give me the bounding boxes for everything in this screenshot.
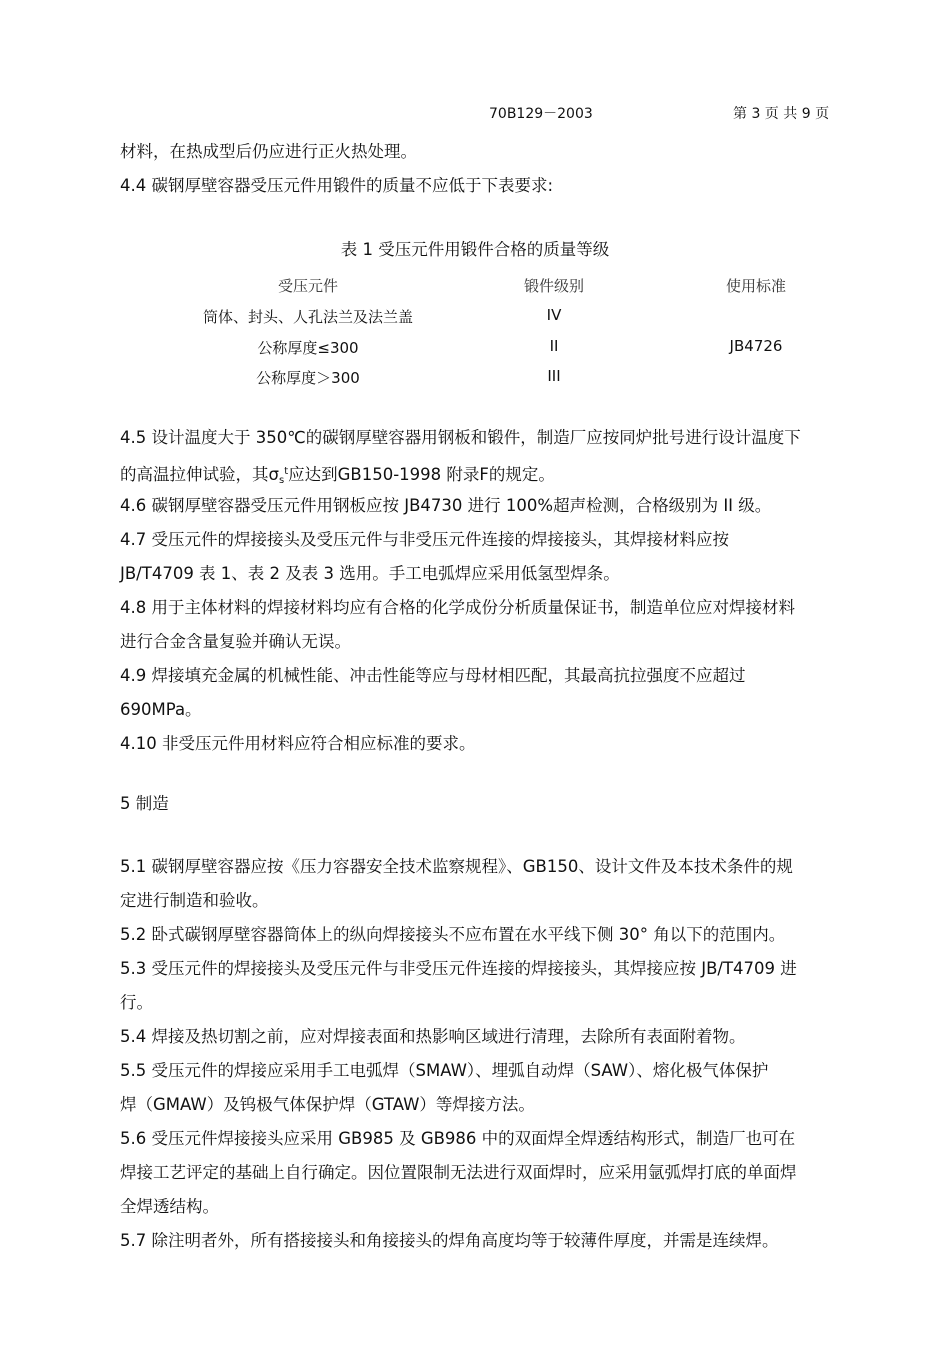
text-run: 的高温拉伸试验，其σ	[120, 465, 279, 484]
clause-5-7: 5.7 除注明者外，所有搭接接头和角接接头的焊角高度均等于较薄件厚度，并需是连续焊。	[120, 1231, 779, 1250]
text-run: 应达到GB150-1998 附录F的规定。	[288, 465, 555, 484]
clause-4-4: 4.4 碳钢厚壁容器受压元件用锻件的质量不应低于下表要求:	[120, 176, 554, 195]
clause-5-4: 5.4 焊接及热切割之前，应对焊接表面和热影响区域进行清理，去除所有表面附着物。	[120, 1027, 746, 1046]
subscript: s	[278, 475, 285, 486]
page-number: 第 3 页 共 9 页	[733, 106, 830, 122]
table-cell: II	[549, 337, 559, 355]
clause-5-6-line2: 焊接工艺评定的基础上自行确定。因位置限制无法进行双面焊时，应采用氩弧焊打底的单面焊	[120, 1163, 797, 1182]
table-cell: IV	[546, 306, 562, 324]
table-header-grade: 锻件级别	[523, 277, 585, 295]
table-header-standard: 使用标准	[725, 277, 787, 295]
clause-4-9-line1: 4.9 焊接填充金属的机械性能、冲击性能等应与母材相匹配，其最高抗拉强度不应超过	[120, 666, 746, 685]
document-code: 70B129－2003	[489, 106, 593, 122]
table-cell: 公称厚度≤300	[257, 339, 359, 357]
clause-5-1-line1: 5.1 碳钢厚壁容器应按《压力容器安全技术监察规程》、GB150、设计文件及本技术条件的规	[120, 857, 793, 876]
clause-4-9-line2: 690MPa。	[120, 700, 202, 719]
clause-4-7-line2: JB/T4709 表 1、表 2 及表 3 选用。手工电弧焊应采用低氢型焊条。	[120, 564, 620, 583]
clause-5-6-line3: 全焊透结构。	[120, 1197, 219, 1216]
table-cell: JB4726	[729, 337, 783, 355]
clause-5-5-line1: 5.5 受压元件的焊接应采用手工电弧焊（SMAW）、埋弧自动焊（SAW）、熔化极气体保护	[120, 1061, 769, 1080]
clause-5-6-line1: 5.6 受压元件焊接接头应采用 GB985 及 GB986 中的双面焊全焊透结构形式，制造厂也可在	[120, 1129, 796, 1148]
table-cell: 公称厚度＞300	[256, 369, 360, 387]
clause-4-6: 4.6 碳钢厚壁容器受压元件用钢板应按 JB4730 进行 100%超声检测，合格级别为 II 级。	[120, 496, 772, 515]
clause-4-5-line1: 4.5 设计温度大于 350℃的碳钢厚壁容器用钢板和锻件，制造厂应按同炉批号进行设计温度下	[120, 428, 801, 447]
section-heading-5: 5 制造	[120, 794, 169, 813]
table-cell: III	[547, 367, 561, 385]
superscript: t	[284, 466, 289, 477]
clause-5-3-line1: 5.3 受压元件的焊接接头及受压元件与非受压元件连接的焊接接头，其焊接应按 JB/T4709 进	[120, 959, 797, 978]
clause-5-5-line2: 焊（GMAW）及钨极气体保护焊（GTAW）等焊接方法。	[120, 1095, 535, 1114]
clause-4-8-line2: 进行合金含量复验并确认无误。	[120, 632, 351, 651]
table-cell: 筒体、封头、人孔法兰及法兰盖	[202, 308, 414, 326]
clause-5-2: 5.2 卧式碳钢厚壁容器筒体上的纵向焊接接头不应布置在水平线下侧 30° 角以下的范围内。	[120, 925, 786, 944]
clause-5-3-line2: 行。	[120, 993, 153, 1012]
clause-5-1-line2: 定进行制造和验收。	[120, 891, 269, 910]
table-title: 表 1 受压元件用锻件合格的质量等级	[340, 240, 610, 259]
table-header-component: 受压元件	[277, 277, 339, 295]
clause-4-10: 4.10 非受压元件用材料应符合相应标准的要求。	[120, 734, 476, 753]
clause-4-8-line1: 4.8 用于主体材料的焊接材料均应有合格的化学成份分析质量保证书，制造单位应对焊接材料	[120, 598, 795, 617]
clause-4-7-line1: 4.7 受压元件的焊接接头及受压元件与非受压元件连接的焊接接头，其焊接材料应按	[120, 530, 729, 549]
paragraph-continuation: 材料，在热成型后仍应进行正火热处理。	[120, 142, 417, 161]
